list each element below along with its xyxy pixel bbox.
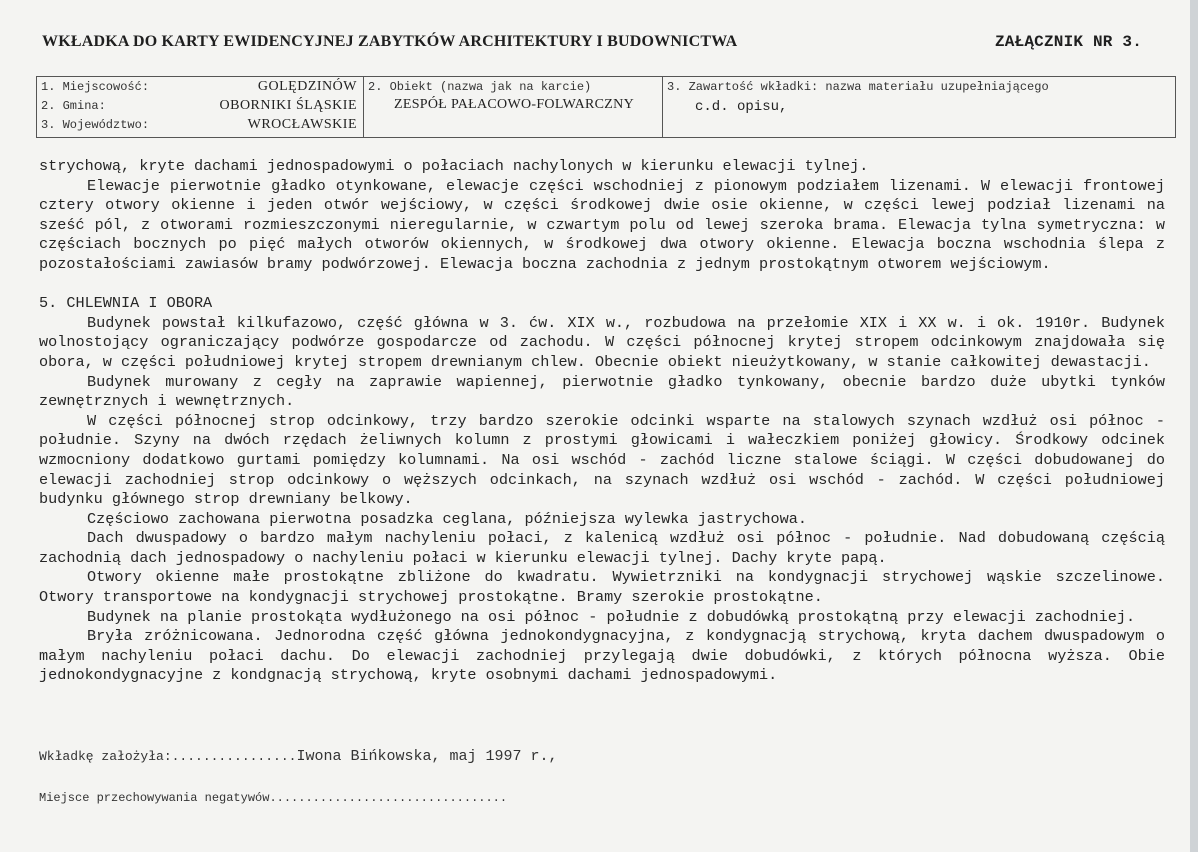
- paragraph: Otwory okienne małe prostokątne zbliżone do kwadratu. Wywietrzniki na kondygnacji strychowej wąskie szczelinowe. Otwory transportowe na kondygnacji strychowej prostokątne. Bramy szerokie prostokątne.: [39, 568, 1165, 607]
- paragraph: W części północnej strop odcinkowy, trzy bardzo szerokie odcinki wsparte na stalowych szynach wzdłuż osi północ - południe. Szyny na dwóch rzędach żeliwnych kolumn z prostymi głowicami i wałeczkiem poniżej głowicy. Środkowy odcinek wzmocniony dodatkowo gurtami pomiędzy kolumnami. Na osi wschód - zachód liczne stalowe ściągi. W części dobudowanej do elewacji zachodniej strop odcinkowy o węższych odcinkach, na szynach wzdłuż osi wschód - zachód. W części południowej budynku głównego strop drewniany belkowy.: [39, 411, 1165, 509]
- description-body: [39, 157, 1165, 686]
- author-value: Iwona Bińkowska, maj 1997 r.,: [296, 748, 558, 765]
- form-header-table: [36, 76, 1176, 138]
- object-column: [364, 77, 663, 137]
- paragraph: strychową, kryte dachami jednospadowymi o połaciach nachylonych w kierunku elewacji tylnej.: [39, 157, 869, 175]
- section-heading: 5. CHLEWNIA I OBORA: [39, 294, 213, 313]
- voivodeship-row: [37, 115, 363, 134]
- paragraph: Budynek murowany z cegły na zaprawie wapiennej, pierwotnie gładko tynkowany, obecnie bardzo duże ubytki tynków zewnętrznych i wewnętrznych.: [39, 372, 1165, 411]
- commune-row: [37, 96, 363, 115]
- author-line: [39, 748, 558, 765]
- voivodeship-value: WROCŁAWSKIE: [247, 117, 357, 132]
- location-column: [37, 77, 364, 137]
- voivodeship-label: 3. Województwo:: [41, 118, 150, 132]
- document-header: [42, 33, 1142, 51]
- content-value: c.d. opisu,: [695, 99, 788, 115]
- locality-label: 1. Miejscowość:: [41, 80, 150, 94]
- commune-value: OBORNIKI ŚLĄSKIE: [219, 98, 357, 113]
- paragraph: Bryła zróżnicowana. Jednorodna część główna jednokondygnacyjna, z kondygnacją strychową, kryta dachem dwuspadowym o małym nachyleniu połaci dachu. Do elewacji zachodniej przylegają dwie dobudówki, z których północna wyższa. Obie jednokondygnacyjne z kondgnacją strychową, kryte osobnymi dachami jednospadowymi.: [39, 627, 1165, 685]
- negatives-label: Miejsce przechowywania negatywów.................................: [39, 791, 508, 805]
- paragraph: Budynek powstał kilkufazowo, część główna w 3. ćw. XIX w., rozbudowa na przełomie XIX i XX w. i ok. 1910r. Budynek wolnostojący ograniczający podwórze gospodarcze od zachodu. W części północnej krytej stropem odcinkowym znajdowała się obora, w części południowej krytej stropem drewnianym chlew. Obecnie obiekt nieużytkowany, w stanie całkowitej dewastacji.: [39, 313, 1165, 371]
- locality-value: GOLĘDZINÓW: [257, 79, 357, 94]
- content-column: [663, 77, 1175, 137]
- object-value: ZESPÓŁ PAŁACOWO-FOLWARCZNY: [394, 97, 634, 112]
- content-label: 3. Zawartość wkładki: nazwa materiału uzupełniającego: [667, 80, 1049, 94]
- document-title: WKŁADKA DO KARTY EWIDENCYJNEJ ZABYTKÓW ARCHITEKTURY I BUDOWNICTWA: [42, 33, 738, 50]
- locality-row: [37, 77, 363, 96]
- paragraph: Budynek na planie prostokąta wydłużonego na osi północ - południe z dobudówką prostokątną przy elewacji zachodniej.: [87, 607, 1136, 626]
- negatives-line: [39, 791, 507, 805]
- paragraph: Dach dwuspadowy o bardzo małym nachyleniu połaci, z kalenicą wzdłuż osi północ - południe. Nad dobudowaną częścią zachodnią dach jednospadowy o nachyleniu połaci w kierunku elewacji tylnej. Dachy kryte papą.: [39, 529, 1165, 567]
- paragraph: Częściowo zachowana pierwotna posadzka ceglana, późniejsza wylewka jastrychowa.: [87, 509, 808, 528]
- annex-number: ZAŁĄCZNIK NR 3.: [994, 33, 1142, 51]
- author-label: Wkładkę założyła:................: [39, 749, 297, 764]
- scan-edge: [1190, 0, 1198, 852]
- commune-label: 2. Gmina:: [41, 99, 106, 113]
- paragraph: Elewacje pierwotnie gładko otynkowane, elewacje części wschodniej z pionowym podziałem lizenami. W elewacji frontowej cztery otwory okienne i jeden otwór wejściowy, w części środkowej dwie osie okienne, w części lewej podział lizenami na sześć pól, z otworami rozmieszczonymi nieregularnie, w czwartym polu od lewej szeroka brama. Elewacja tylna symetryczna: w częściach bocznych po pięć małych otworów okiennych, w środkowej dwa otwory okienne. Elewacja boczna wschodnia ślepa z pozostałościami zawiasów bramy podwórzowej. Elewacja boczna zachodnia z jednym prostokątnym otworem wejściowym.: [39, 176, 1165, 273]
- object-label: 2. Obiekt (nazwa jak na karcie): [368, 80, 592, 94]
